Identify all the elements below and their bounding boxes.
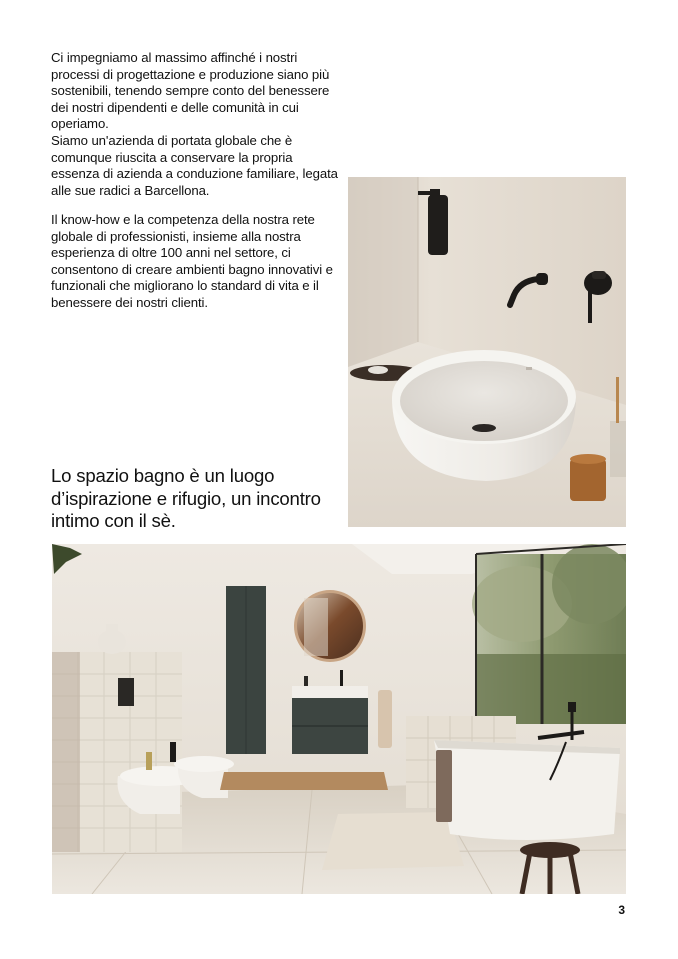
intro-paragraph-2: Il know-how e la competenza della nostra rete globale di professionisti, insieme alla nostra esperienza di oltre 100 anni nel settore, ci consentono di creare ambienti bagno innovativi e funzionali che migliorano lo standard di vita e il benessere dei nostri clienti. xyxy=(51,212,333,310)
basin-photo xyxy=(348,177,626,527)
pull-quote: Lo spazio bagno è un luogo d’ispirazione e rifugio, un incontro intimo con il sè. xyxy=(51,465,321,532)
intro-paragraph-1: Ci impegniamo al massimo affinché i nostri processi di progettazione e produzione siano più sostenibili, tenendo sempre conto del benessere dei nostri dipendenti e delle comunità in cui operiamo. Siamo un'azienda di portata globale che è comunque riuscita a conservare la propria essenza di azienda a conduzione familiare, legata alle sue radici a Barcellona. xyxy=(51,50,338,198)
bathroom-photo xyxy=(52,544,626,894)
page-number: 3 xyxy=(618,903,625,917)
